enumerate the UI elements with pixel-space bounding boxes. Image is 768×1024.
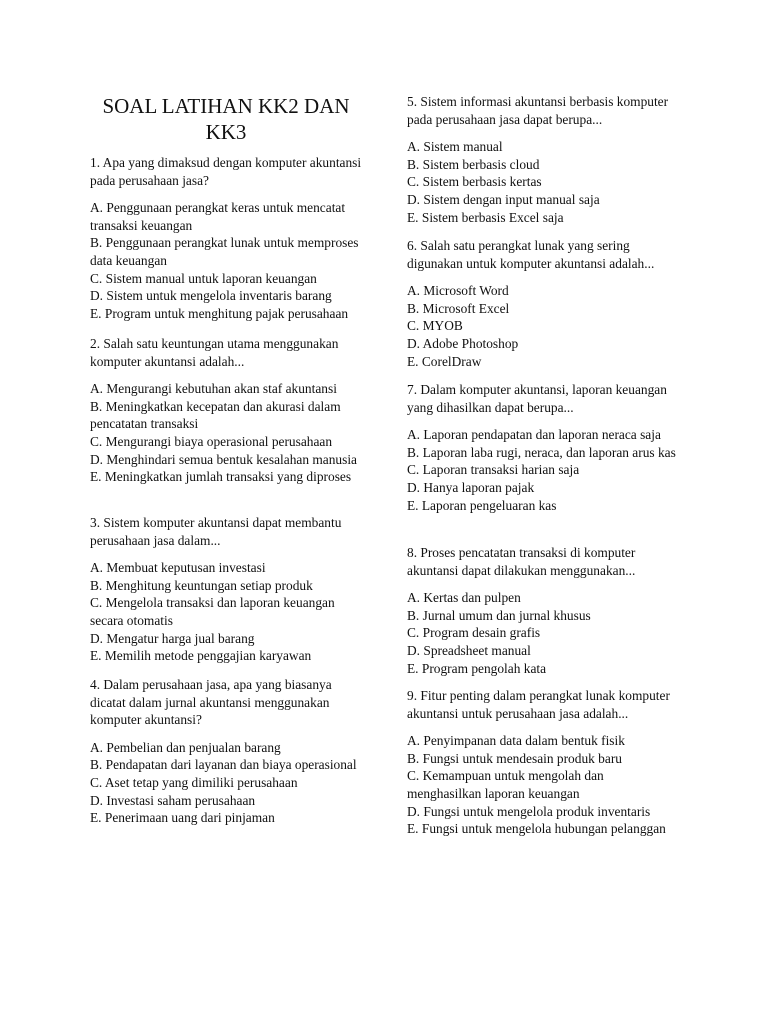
question-text: 6. Salah satu perangkat lunak yang sering digunakan untuk komputer akuntansi adalah... xyxy=(407,238,655,271)
option-d: D. Adobe Photoshop xyxy=(407,335,519,351)
question-5 xyxy=(407,93,679,226)
option-a: A. Penyimpanan data dalam bentuk fisik xyxy=(407,733,625,749)
question-3 xyxy=(90,514,362,665)
question-9 xyxy=(407,687,679,838)
option-c: C. Aset tetap yang dimiliki perusahaan xyxy=(90,774,298,790)
option-b: B. Microsoft Excel xyxy=(407,300,510,316)
option-a: A. Laporan pendapatan dan laporan neraca saja xyxy=(407,427,661,443)
option-e: E. Memilih metode penggajian karyawan xyxy=(90,648,312,664)
option-c: C. Sistem berbasis kertas xyxy=(407,174,542,190)
option-a: A. Membuat keputusan investasi xyxy=(90,560,266,576)
question-text: 9. Fitur penting dalam perangkat lunak komputer akuntansi untuk perusahaan jasa adalah... xyxy=(407,688,670,721)
option-c: C. Kemampuan untuk mengolah dan menghasilkan laporan keuangan xyxy=(407,768,604,801)
option-b: B. Meningkatkan kecepatan dan akurasi dalam pencatatan transaksi xyxy=(90,398,341,432)
question-8 xyxy=(407,544,679,677)
question-text: 4. Dalam perusahaan jasa, apa yang biasanya dicatat dalam jurnal akuntansi menggunakan komputer akuntansi? xyxy=(90,677,332,728)
option-a: A. Kertas dan pulpen xyxy=(407,590,521,606)
option-d: D. Fungsi untuk mengelola produk inventaris xyxy=(407,803,651,819)
option-c: C. Mengelola transaksi dan laporan keuangan secara otomatis xyxy=(90,595,335,628)
option-b: B. Laporan laba rugi, neraca, dan laporan arus kas xyxy=(407,444,676,460)
option-c: C. Program desain grafis xyxy=(407,625,541,641)
option-list xyxy=(407,589,679,677)
question-4 xyxy=(90,676,362,827)
question-text: 2. Salah satu keuntungan utama menggunakan komputer akuntansi adalah... xyxy=(90,336,339,369)
option-b: B. Sistem berbasis cloud xyxy=(407,156,540,172)
option-list xyxy=(407,282,679,370)
option-a: A. Penggunaan perangkat keras untuk mencatat transaksi keuangan xyxy=(90,200,346,233)
option-e: E. Program pengolah kata xyxy=(407,660,547,676)
option-a: A. Sistem manual xyxy=(407,139,503,155)
option-d: D. Sistem untuk mengelola inventaris barang xyxy=(90,288,332,304)
option-list xyxy=(90,380,362,486)
option-b: B. Fungsi untuk mendesain produk baru xyxy=(407,750,622,766)
question-6 xyxy=(407,237,679,370)
question-text: 3. Sistem komputer akuntansi dapat membantu perusahaan jasa dalam... xyxy=(90,515,342,548)
option-d: D. Investasi saham perusahaan xyxy=(90,792,256,808)
question-text: 1. Apa yang dimaksud dengan komputer akuntansi pada perusahaan jasa? xyxy=(90,155,362,188)
option-b: B. Jurnal umum dan jurnal khusus xyxy=(407,607,591,623)
option-d: D. Mengatur harga jual barang xyxy=(90,630,255,646)
option-b: B. Penggunaan perangkat lunak untuk memproses data keuangan xyxy=(90,235,359,268)
option-d: D. Spreadsheet manual xyxy=(407,642,531,658)
option-list xyxy=(407,426,679,514)
option-e: E. Meningkatkan jumlah transaksi yang diproses xyxy=(90,469,352,485)
question-1 xyxy=(90,154,362,322)
option-e: E. Laporan pengeluaran kas xyxy=(407,497,557,513)
option-a: A. Microsoft Word xyxy=(407,283,509,299)
option-c: C. MYOB xyxy=(407,318,463,334)
option-c: C. Laporan transaksi harian saja xyxy=(407,462,580,478)
option-d: D. Menghindari semua bentuk kesalahan manusia xyxy=(90,451,357,467)
option-d: D. Sistem dengan input manual saja xyxy=(407,191,600,207)
option-list xyxy=(407,138,679,226)
document-title: SOAL LATIHAN KK2 DAN KK3 xyxy=(102,94,350,144)
question-text: 7. Dalam komputer akuntansi, laporan keuangan yang dihasilkan dapat berupa... xyxy=(407,382,667,415)
option-a: A. Mengurangi kebutuhan akan staf akuntansi xyxy=(90,381,337,397)
option-c: C. Mengurangi biaya operasional perusahaan xyxy=(90,433,333,449)
option-e: E. Sistem berbasis Excel saja xyxy=(407,209,564,225)
question-2 xyxy=(90,335,362,486)
option-b: B. Menghitung keuntungan setiap produk xyxy=(90,577,313,593)
option-d: D. Hanya laporan pajak xyxy=(407,479,535,495)
option-list xyxy=(90,199,362,322)
option-e: E. Fungsi untuk mengelola hubungan pelanggan xyxy=(407,821,666,837)
option-e: E. CorelDraw xyxy=(407,353,482,369)
option-b: B. Pendapatan dari layanan dan biaya operasional xyxy=(90,757,357,773)
option-a: A. Pembelian dan penjualan barang xyxy=(90,739,281,755)
question-7 xyxy=(407,381,679,514)
question-text: 5. Sistem informasi akuntansi berbasis komputer pada perusahaan jasa dapat berupa... xyxy=(407,94,669,127)
option-e: E. Program untuk menghitung pajak perusahaan xyxy=(90,305,349,321)
option-list xyxy=(90,559,362,665)
question-text: 8. Proses pencatatan transaksi di komputer akuntansi dapat dilakukan menggunakan... xyxy=(407,545,636,578)
option-list xyxy=(90,739,362,827)
option-list xyxy=(407,732,679,838)
option-e: E. Penerimaan uang dari pinjaman xyxy=(90,810,275,826)
option-c: C. Sistem manual untuk laporan keuangan xyxy=(90,270,317,286)
